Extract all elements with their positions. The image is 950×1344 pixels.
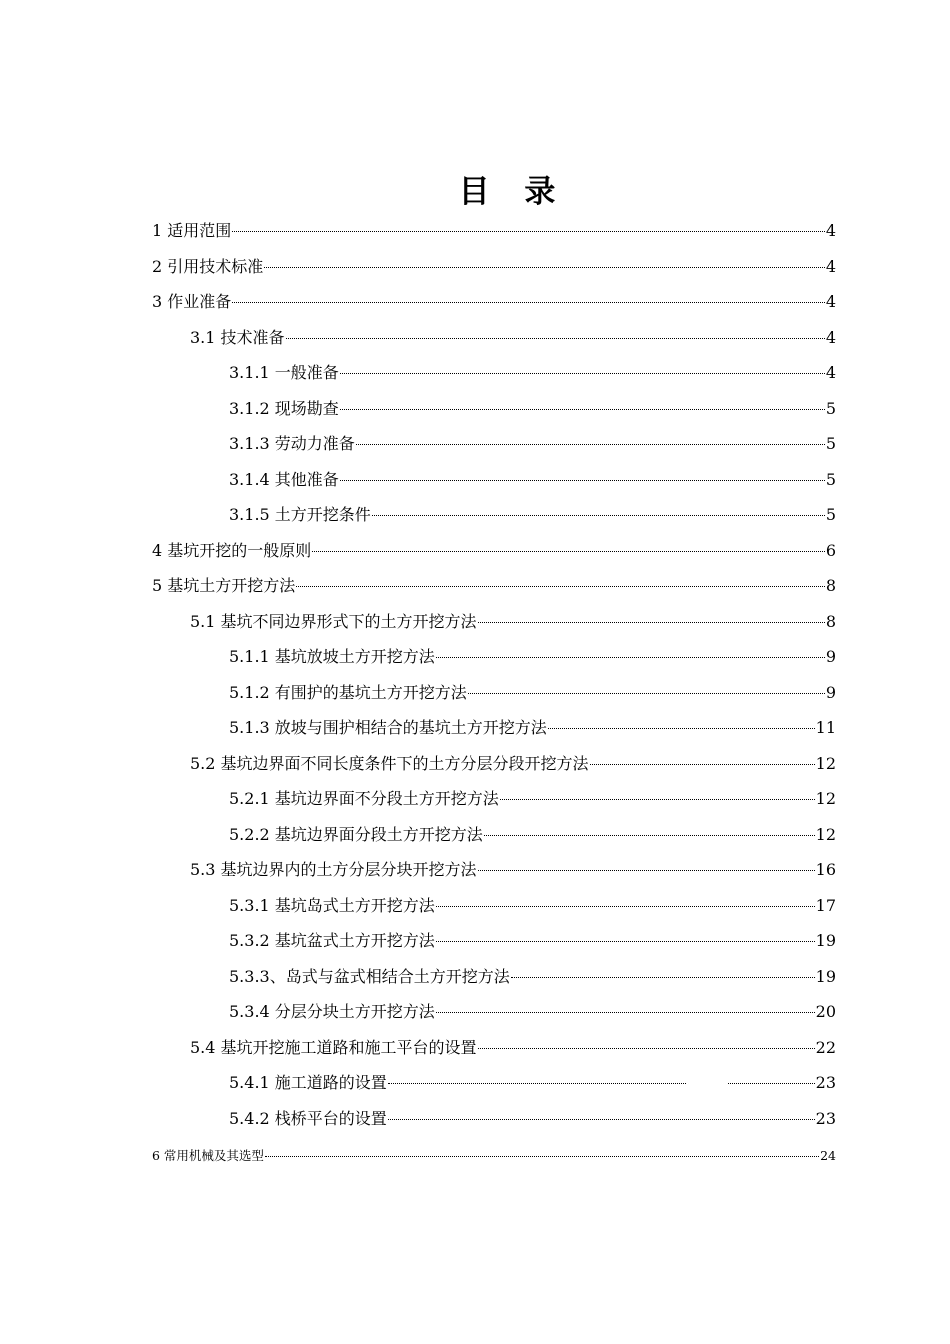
toc-entry[interactable]: [0, 817, 836, 853]
toc-dot-leader: [484, 835, 815, 836]
toc-entry-label: 5.4.2 栈桥平台的设置: [229, 1108, 387, 1128]
toc-title: 目 录: [458, 174, 568, 210]
toc-dot-leader: [340, 373, 825, 374]
toc-entry-label: 5.1 基坑不同边界形式下的土方开挖方法: [190, 611, 477, 631]
toc-entry[interactable]: [0, 1065, 836, 1101]
toc-dot-leader: [372, 515, 825, 516]
toc-page-number: 16: [815, 860, 836, 879]
toc-page-number: 5: [825, 469, 836, 489]
table-of-contents: [0, 213, 950, 1174]
toc-dot-leader: [388, 1119, 815, 1120]
toc-entry-label: 5.1.3 放坡与围护相结合的基坑土方开挖方法: [229, 718, 547, 737]
toc-entry-label: 5 基坑土方开挖方法: [152, 576, 296, 595]
toc-entry-label: 5.2 基坑边界面不同长度条件下的土方分层分段开挖方法: [190, 753, 589, 773]
toc-entry-label: 5.4.1 施工道路的设置: [229, 1073, 387, 1092]
toc-entry[interactable]: [0, 604, 836, 640]
toc-dot-leader: [312, 551, 825, 552]
toc-entry[interactable]: [0, 462, 836, 498]
toc-entry-label: 3.1.1 一般准备: [229, 363, 339, 382]
toc-entry[interactable]: [0, 994, 836, 1030]
toc-dot-leader: [468, 693, 825, 694]
toc-entry-label: 5.3 基坑边界内的土方分层分块开挖方法: [190, 860, 477, 879]
toc-entry-label: 3.1.4 其他准备: [229, 469, 339, 489]
toc-dot-leader: [265, 1156, 819, 1157]
toc-page-number: 12: [815, 789, 836, 808]
toc-dot-leader: [340, 480, 825, 481]
toc-page-number: 4: [825, 221, 836, 240]
toc-page-number: 22: [815, 1037, 836, 1057]
toc-entry[interactable]: [0, 213, 836, 249]
toc-page-number: 4: [825, 256, 836, 276]
toc-entry[interactable]: [0, 426, 836, 462]
toc-page-number: 5: [825, 505, 836, 524]
toc-page-number: 4: [825, 327, 836, 347]
toc-page-number: 19: [815, 966, 836, 986]
toc-entry-label: 3.1.2 现场勘查: [229, 398, 339, 418]
toc-dot-leader: [436, 657, 825, 658]
toc-page-number: 8: [825, 576, 836, 595]
toc-entry-label: 5.3.2 基坑盆式土方开挖方法: [229, 931, 435, 950]
toc-entry-label: 5.3.1 基坑岛式土方开挖方法: [229, 895, 435, 915]
toc-page-number: 12: [815, 824, 836, 844]
toc-dot-leader: [436, 1012, 815, 1013]
toc-entry[interactable]: [0, 888, 836, 924]
toc-dot-leader: [500, 799, 815, 800]
toc-entry[interactable]: [0, 497, 836, 533]
toc-entry[interactable]: [0, 1138, 836, 1174]
toc-page-number: 9: [825, 647, 836, 666]
toc-entry-label: 3.1 技术准备: [190, 327, 285, 347]
toc-dot-leader: [436, 941, 815, 942]
toc-entry[interactable]: [0, 781, 836, 817]
toc-entry[interactable]: [0, 923, 836, 959]
toc-page-number: 17: [815, 895, 836, 915]
toc-entry-label: 4 基坑开挖的一般原则: [152, 540, 312, 560]
toc-entry[interactable]: [0, 391, 836, 427]
toc-dot-leader: [356, 444, 825, 445]
toc-entry-label: 5.2.2 基坑边界面分段土方开挖方法: [229, 824, 483, 844]
toc-dot-leader: [232, 302, 825, 303]
toc-entry-label: 5.4 基坑开挖施工道路和施工平台的设置: [190, 1037, 477, 1057]
toc-dot-leader: [296, 586, 825, 587]
toc-page-number: 6: [825, 540, 836, 560]
toc-entry-label: 2 引用技术标准: [152, 256, 264, 276]
toc-entry[interactable]: [0, 746, 836, 782]
toc-page-number: 12: [815, 753, 836, 773]
toc-page-number: 4: [825, 363, 836, 382]
toc-entry[interactable]: [0, 568, 836, 604]
toc-dot-leader: [478, 870, 815, 871]
toc-page-number: 19: [815, 931, 836, 950]
toc-page-number: 8: [825, 611, 836, 631]
toc-entry[interactable]: [0, 249, 836, 285]
toc-entry-label: 5.3.4 分层分块土方开挖方法: [229, 1002, 435, 1021]
toc-dot-leader: [728, 1083, 815, 1084]
toc-dot-leader: [286, 338, 825, 339]
toc-page-number: 24: [820, 1148, 836, 1163]
toc-entry-label: 1 适用范围: [152, 221, 232, 240]
toc-entry[interactable]: [0, 284, 836, 320]
toc-entry[interactable]: [0, 1030, 836, 1066]
toc-page-number: 5: [825, 434, 836, 453]
toc-entry-label: 3 作业准备: [152, 292, 232, 311]
toc-entry[interactable]: [0, 1101, 836, 1137]
toc-dot-leader: [388, 1083, 686, 1084]
toc-entry-label: 3.1.3 劳动力准备: [229, 434, 355, 453]
toc-entry[interactable]: [0, 959, 836, 995]
toc-page-number: 5: [825, 398, 836, 418]
toc-entry[interactable]: [0, 852, 836, 888]
toc-page-number: 9: [825, 682, 836, 702]
toc-entry[interactable]: [0, 320, 836, 356]
toc-page-number: 23: [815, 1073, 836, 1092]
toc-dot-leader: [478, 1048, 815, 1049]
toc-dot-leader: [232, 231, 825, 232]
toc-dot-leader: [478, 622, 825, 623]
toc-entry-label: 6 常用机械及其选型: [152, 1148, 264, 1163]
toc-entry-label: 3.1.5 土方开挖条件: [229, 505, 371, 524]
toc-dot-leader: [436, 906, 815, 907]
toc-dot-leader: [548, 728, 815, 729]
toc-entry[interactable]: [0, 355, 836, 391]
toc-entry[interactable]: [0, 639, 836, 675]
toc-entry-label: 5.1.1 基坑放坡土方开挖方法: [229, 647, 435, 666]
toc-entry[interactable]: [0, 710, 836, 746]
toc-entry[interactable]: [0, 675, 836, 711]
toc-page-number: 20: [815, 1002, 836, 1021]
toc-entry-label: 5.3.3、岛式与盆式相结合土方开挖方法: [229, 966, 510, 986]
toc-page-number: 11: [815, 718, 836, 737]
toc-dot-leader: [340, 409, 825, 410]
toc-entry[interactable]: [0, 533, 836, 569]
toc-entry-label: 5.2.1 基坑边界面不分段土方开挖方法: [229, 789, 499, 808]
toc-dot-leader: [264, 267, 825, 268]
toc-dot-leader: [511, 977, 815, 978]
toc-page-number: 23: [815, 1108, 836, 1128]
toc-page-number: 4: [825, 292, 836, 311]
toc-entry-label: 5.1.2 有围护的基坑土方开挖方法: [229, 682, 467, 702]
toc-dot-leader: [590, 764, 815, 765]
